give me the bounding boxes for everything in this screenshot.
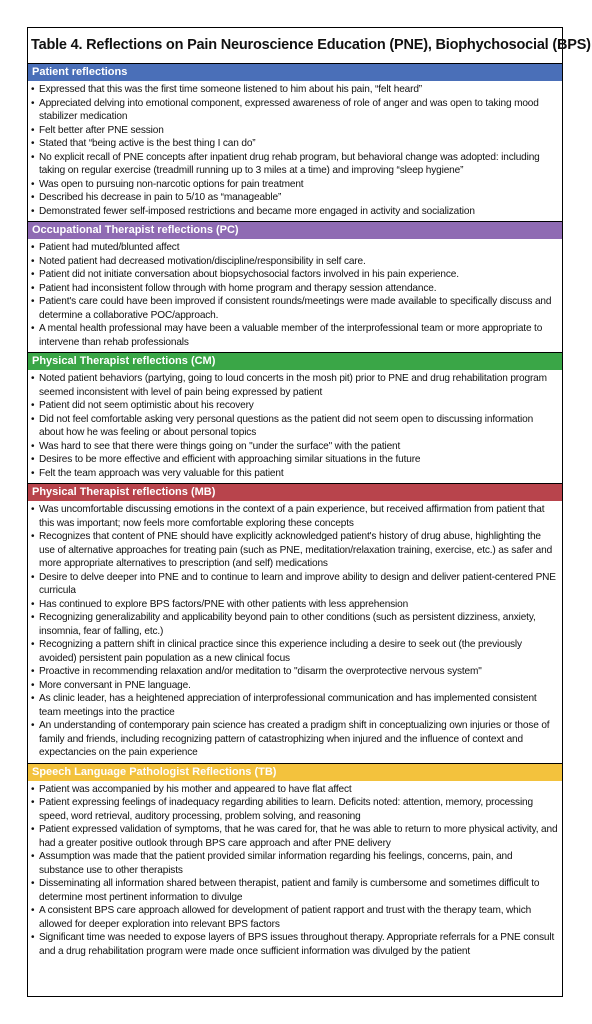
list-item: • Expressed that this was the first time someone listened to him about his pain, “felt heard” <box>31 83 559 97</box>
section-occupational-therapist-reflections <box>28 222 562 353</box>
reflection-list <box>28 501 562 763</box>
list-item: • Demonstrated fewer self-imposed restrictions and became more engaged in activity and socialization <box>31 205 559 219</box>
list-item: • As clinic leader, has a heightened appreciation of interprofessional communication and has implemented consistent team meetings into the practice <box>31 692 559 719</box>
list-item: • Felt the team approach was very valuable for this patient <box>31 467 559 481</box>
list-item: • Desires to be more effective and efficient with approaching similar situations in the future <box>31 453 559 467</box>
section-header: Patient reflections <box>28 64 562 81</box>
list-item: • Noted patient had decreased motivation/discipline/responsibility in self care. <box>31 255 559 269</box>
list-item: • Described his decrease in pain to 5/10 as “manageable” <box>31 191 559 205</box>
list-item: • Patient's care could have been improved if consistent rounds/meetings were made available to specifically discuss and determine a collaborative POC/approach. <box>31 295 559 322</box>
list-item: • Felt better after PNE session <box>31 124 559 138</box>
reflection-list <box>28 781 562 962</box>
list-item: • Patient expressed validation of symptoms, that he was cared for, that he was able to return to more physical activity, and had a greater positive outlook through BPS care approach and after PNE delivery <box>31 823 559 850</box>
list-item: • Appreciated delving into emotional component, expressed awareness of role of anger and was open to taking mood stabilizer medication <box>31 97 559 124</box>
list-item: • Proactive in recommending relaxation and/or meditation to "disarm the overprotective nervous system" <box>31 665 559 679</box>
list-item: • Has continued to explore BPS factors/PNE with other patients with less apprehension <box>31 598 559 612</box>
section-header: Speech Language Pathologist Reflections (TB) <box>28 764 562 781</box>
list-item: • Disseminating all information shared between therapist, patient and family is cumbersome and sometimes difficult to determine most pertinent information to divulge <box>31 877 559 904</box>
list-item: • Patient did not initiate conversation about biopsychosocial factors involved in his pain experience. <box>31 268 559 282</box>
reflection-list <box>28 370 562 483</box>
list-item: • Patient had inconsistent follow through with home program and therapy session attendance. <box>31 282 559 296</box>
table-title: Table 4. Reflections on Pain Neuroscience Education (PNE), Biophychosocial (BPS) <box>28 28 562 64</box>
list-item: • More conversant in PNE language. <box>31 679 559 693</box>
list-item: • Patient had muted/blunted affect <box>31 241 559 255</box>
list-item: • Was hard to see that there were things going on "under the surface" with the patient <box>31 440 559 454</box>
section-speech-language-pathologist-reflections <box>28 764 562 962</box>
list-item: • An understanding of contemporary pain science has created a pradigm shift in conceptualizing own injuries or those of family and friends, including recognizing pattern of catastrophizing when injured and the influence of context and expectancies on the pain experience <box>31 719 559 760</box>
section-physical-therapist-reflections-mb <box>28 484 562 764</box>
list-item: • Recognizing a pattern shift in clinical practice since this experience including a desire to seek out (the previously avoided) persistent pain population as a new clinical focus <box>31 638 559 665</box>
list-item: • Did not feel comfortable asking very personal questions as the patient did not seem open to discussing information about how he was feeling or about personal topics <box>31 413 559 440</box>
reflection-list <box>28 239 562 352</box>
section-header: Physical Therapist reflections (MB) <box>28 484 562 501</box>
section-patient-reflections <box>28 64 562 222</box>
list-item: • Noted patient behaviors (partying, going to loud concerts in the mosh pit) prior to PNE and drug rehabilitation program seemed inconsistent with level of pain being expressed by patient <box>31 372 559 399</box>
list-item: • No explicit recall of PNE concepts after inpatient drug rehab program, but behavioral change was adopted: including taking on regular exercise (treadmill running up to 3 miles at a time) and improving “sleep hygiene” <box>31 151 559 178</box>
section-physical-therapist-reflections-cm <box>28 353 562 484</box>
list-item: • Assumption was made that the patient provided similar information regarding his feelings, concerns, pain, and substance use to other therapists <box>31 850 559 877</box>
list-item: • Was uncomfortable discussing emotions in the context of a pain experience, but received affirmation from patient that this was important; now feels more comfortable exploring these concepts <box>31 503 559 530</box>
reflections-table <box>27 27 591 997</box>
list-item: • Significant time was needed to expose layers of BPS issues throughout therapy. Appropriate referrals for a PNE consult and a drug rehabilitation program were made once sufficient information was divulged by the patient <box>31 931 559 958</box>
list-item: • Recognizes that content of PNE should have explicitly acknowledged patient's history of drug abuse, highlighting the use of alternative approaches for treating pain (such as PNE, meditation/relaxation training, exercise, etc.) as safer and more appropriate alternatives to prescription (and self) medications <box>31 530 559 571</box>
list-item: • Patient was accompanied by his mother and appeared to have flat affect <box>31 783 559 797</box>
list-item: • A consistent BPS care approach allowed for development of patient rapport and trust with the therapy team, which allowed for deeper exploration into relevant BPS factors <box>31 904 559 931</box>
reflection-list <box>28 81 562 221</box>
section-header: Occupational Therapist reflections (PC) <box>28 222 562 239</box>
list-item: • A mental health professional may have been a valuable member of the interprofessional team or more appropriate to intervene than rehab professionals <box>31 322 559 349</box>
list-item: • Recognizing generalizability and applicability beyond pain to other conditions (such as persistent dizziness, anxiety, insomnia, fear of falling, etc.) <box>31 611 559 638</box>
list-item: • Stated that “being active is the best thing I can do” <box>31 137 559 151</box>
list-item: • Patient expressing feelings of inadequacy regarding abilities to learn. Deficits noted: attention, memory, processing speed, word retrieval, auditory processing, problem solving, and reasoning <box>31 796 559 823</box>
list-item: • Was open to pursuing non-narcotic options for pain treatment <box>31 178 559 192</box>
list-item: • Patient did not seem optimistic about his recovery <box>31 399 559 413</box>
section-header: Physical Therapist reflections (CM) <box>28 353 562 370</box>
list-item: • Desire to delve deeper into PNE and to continue to learn and improve ability to design and deliver patient-centered PNE curricula <box>31 571 559 598</box>
